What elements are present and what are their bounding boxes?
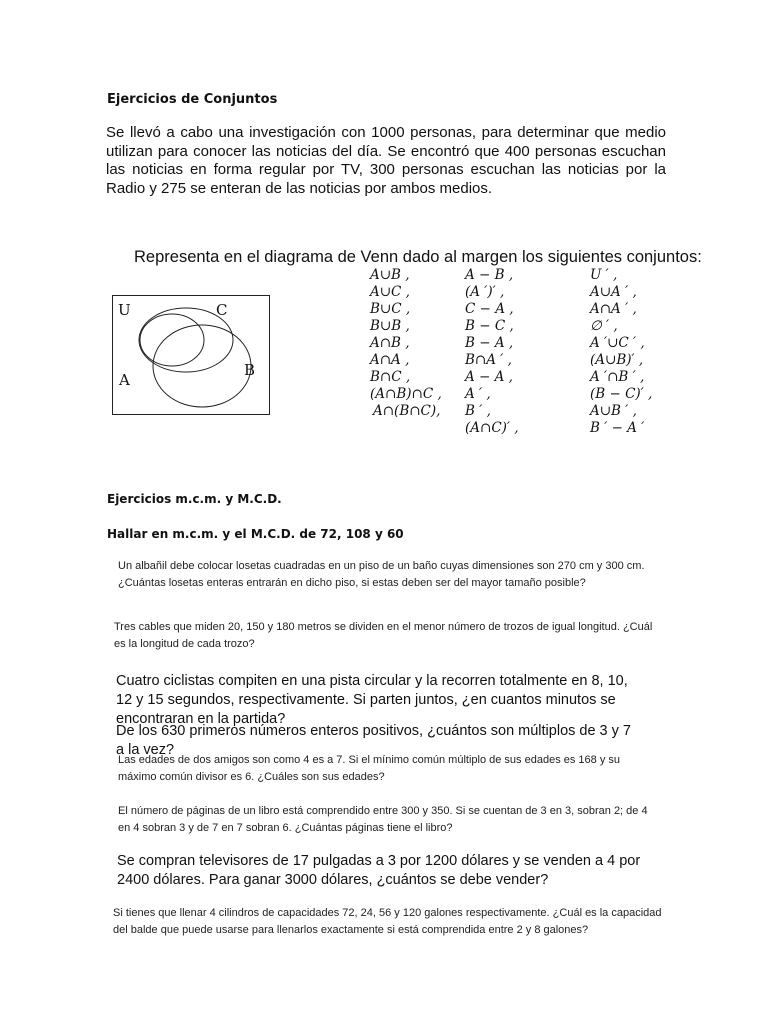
sets-problem: Se llevó a cabo una investigación con 1000 personas, para determinar que medio utilizan para conocer las noticias del día. Se encontró que 400 personas escuchan las noticias en forma regular por TV, 300 personas escuchan las noticias por la Radio y 275 se enteran de las noticias por ambos medios. [106, 124, 666, 197]
exercise-item: Las edades de dos amigos son como 4 es a 7. Si el mínimo común múltiplo de sus edades es 168 y su máximo común divisor es 6. ¿Cuáles son sus edades? [118, 754, 621, 783]
set-expr: C − A , [465, 301, 514, 317]
set-expr: A∩(B∩C), [373, 403, 441, 419]
venn-circles [113, 296, 269, 414]
exercise-item: Un albañil debe colocar losetas cuadradas en un piso de un baño cuyas dimensiones son 270 cm y 300 cm. ¿Cuántas losetas enteras entrarán en dicho piso, si estas deben ser del mayor tamaño posible? [118, 560, 645, 589]
set-expr: A∩A , [370, 352, 410, 368]
set-expr: (A∩C)′ , [465, 420, 519, 436]
set-expr: B − C , [465, 318, 514, 334]
set-expr: A − A , [465, 369, 513, 385]
circle-c-small [140, 314, 204, 366]
exercise-item: Se compran televisores de 17 pulgadas a 3 por 1200 dólares y se venden a 4 por 2400 dólares. Para ganar 3000 dólares, ¿cuántos se debe vender? [117, 853, 641, 888]
set-expr: A − B , [465, 267, 514, 283]
exercise-item: El número de páginas de un libro está comprendido entre 300 y 350. Si se cuentan de 3 en 3, sobran 2; de 4 en 4 sobran 3 y de 7 en 7 sobran 6. ¿Cuántas páginas tiene el libro? [118, 805, 648, 834]
set-expr: A∪B , [370, 267, 410, 283]
venn-label-b: B [244, 361, 256, 379]
set-expr: B∪B , [370, 318, 410, 334]
set-expr: B∩C , [370, 369, 411, 385]
set-expr: A∪C , [370, 284, 410, 300]
set-expr: (A∪B)′ , [590, 352, 644, 368]
exercise-item: De los 630 primeros números enteros positivos, ¿cuántos son múltiplos de 3 y 7 a la vez? [116, 723, 631, 758]
set-expr: A∪B ′ , [590, 403, 637, 419]
set-expr: (A∩B)∩C , [370, 386, 442, 402]
venn-label-u: U [118, 301, 131, 319]
set-expr: B − A , [465, 335, 514, 351]
mcm-heading: Ejercicios m.c.m. y M.C.D. [107, 492, 282, 506]
set-expr: B ′ − A ′ [590, 420, 645, 436]
set-expr: A ′∩B ′ , [590, 369, 645, 385]
set-expr: (A ′)′ , [465, 284, 505, 300]
exercise-item: Tres cables que miden 20, 150 y 180 metros se dividen en el menor número de trozos de igual longitud. ¿Cuál es la longitud de cada trozo? [114, 621, 653, 650]
sets-column-2 [465, 267, 519, 437]
mcm-subheading: Hallar en m.c.m. y el M.C.D. de 72, 108 y 60 [107, 527, 404, 541]
set-expr: B∪C , [370, 301, 411, 317]
set-expr: U ′ , [590, 267, 618, 283]
set-expr: (B − C)′ , [590, 386, 653, 402]
set-expr: A ′∪C ′ , [590, 335, 645, 351]
set-expr: B ′ , [465, 403, 491, 419]
sets-column-3 [590, 267, 652, 437]
set-expr: B∩A ′ , [465, 352, 512, 368]
exercise-item: Si tienes que llenar 4 cilindros de capacidades 72, 24, 56 y 120 galones respectivamente. ¿Cuál es la capacidad del balde que puede usarse para llenarlos exactamente si está comprendida entre 2 y 8 galones? [113, 907, 662, 936]
sets-column-1 [370, 267, 442, 420]
exercise-item: Cuatro ciclistas compiten en una pista circular y la recorren totalmente en 8, 10, 12 y 15 segundos, respectivamente. Si parten juntos, ¿en cuantos minutos se encontraran en la partida? [116, 673, 628, 727]
venn-label-c: C [216, 301, 228, 319]
set-expr: A∩B , [370, 335, 410, 351]
sets-heading: Ejercicios de Conjuntos [107, 92, 278, 107]
venn-label-a: A [119, 371, 130, 389]
set-expr: A∩A ′ , [590, 301, 637, 317]
set-expr: ∅ ′ , [590, 318, 618, 334]
set-expr: A∪A ′ , [590, 284, 637, 300]
venn-instruction: Representa en el diagrama de Venn dado al margen los siguientes conjuntos: [134, 248, 702, 266]
set-expr: A ′ , [465, 386, 491, 402]
venn-diagram [112, 295, 270, 415]
